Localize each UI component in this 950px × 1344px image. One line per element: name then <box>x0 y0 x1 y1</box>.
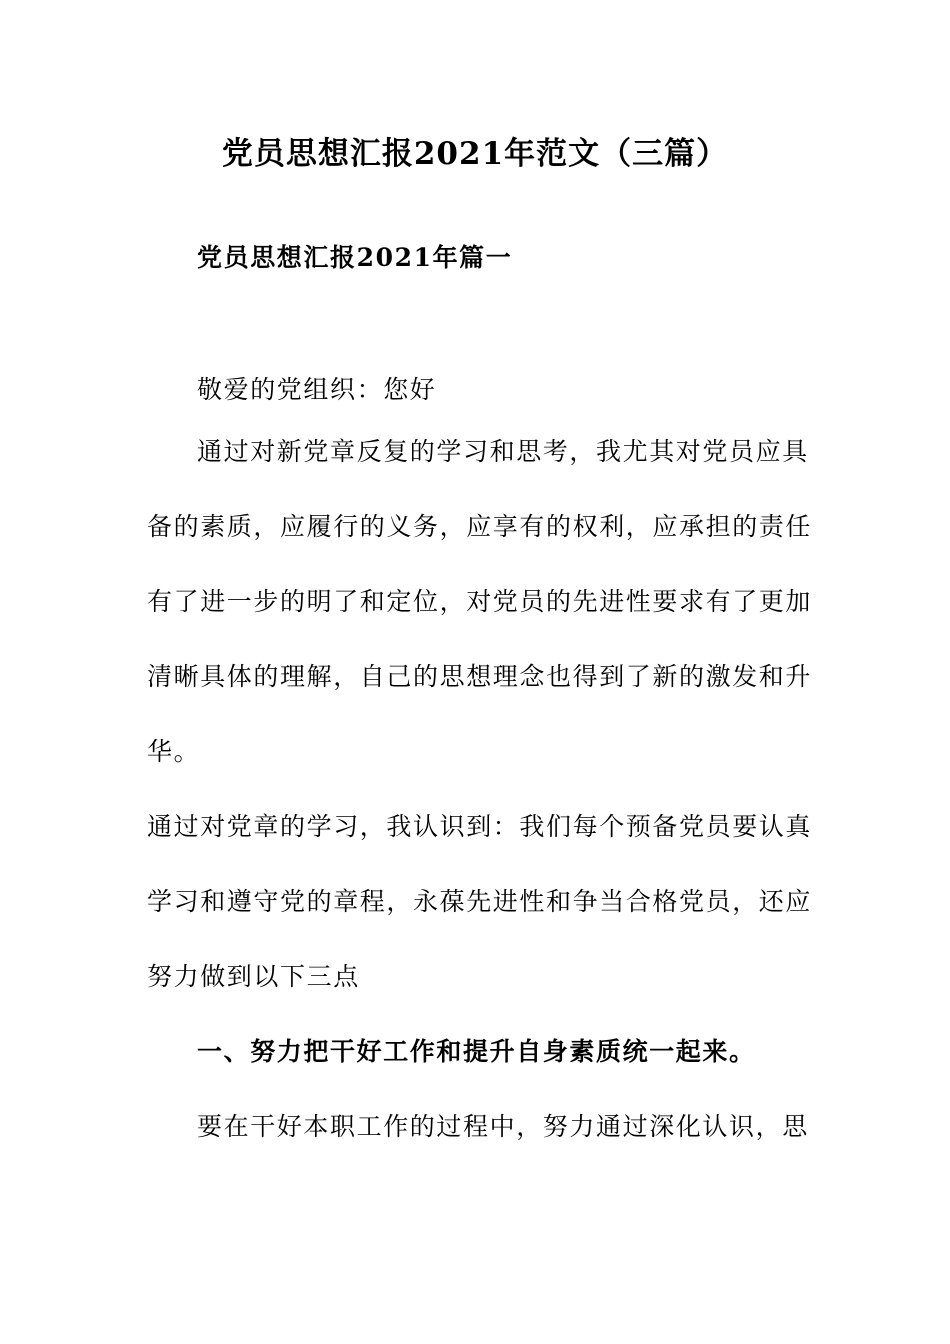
salutation: 敬爱的党组织：您好 <box>197 375 437 404</box>
paragraph1-line: 通过对新党章反复的学习和思考，我尤其对党员应具 <box>197 437 809 466</box>
paragraph2-line: 通过对党章的学习，我认识到：我们每个预备党员要认真 <box>147 812 813 841</box>
paragraph3-line: 要在干好本职工作的过程中，努力通过深化认识，思 <box>197 1112 809 1141</box>
section-heading: 党员思想汇报2021年篇一 <box>197 243 513 272</box>
paragraph1-line: 有了进一步的明了和定位，对党员的先进性要求有了更加 <box>147 587 813 616</box>
paragraph1-line: 华。 <box>147 737 201 766</box>
paragraph1-line: 备的素质，应履行的义务，应享有的权利，应承担的责任 <box>147 512 813 541</box>
document-title: 党员思想汇报2021年范文（三篇） <box>221 136 729 172</box>
paragraph2-line: 努力做到以下三点 <box>147 962 360 991</box>
paragraph1-line: 清晰具体的理解，自己的思想理念也得到了新的激发和升 <box>147 662 813 691</box>
paragraph2-line: 学习和遵守党的章程，永葆先进性和争当合格党员，还应 <box>147 887 813 916</box>
point1-heading: 一、努力把干好工作和提升自身素质统一起来。 <box>197 1037 756 1066</box>
